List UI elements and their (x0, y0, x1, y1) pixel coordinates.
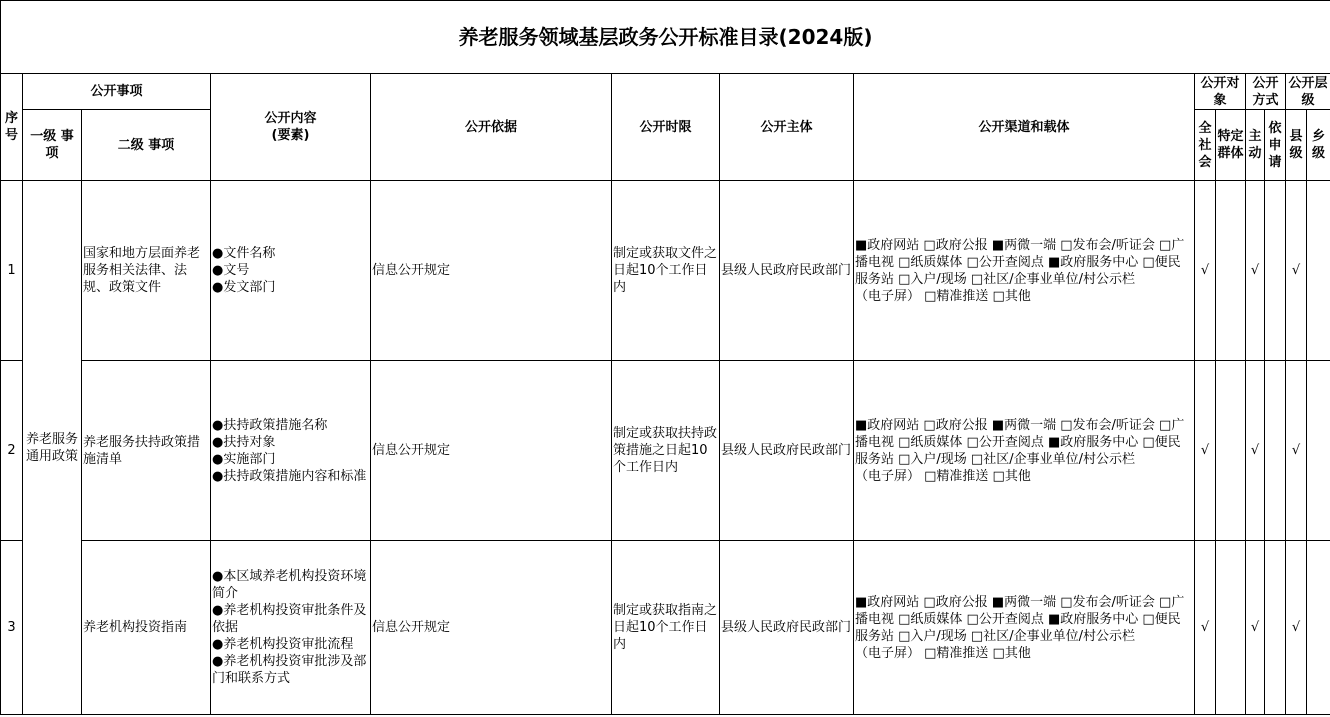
cell-content (211, 541, 371, 715)
cell-seq: 1 (1, 181, 23, 361)
cell-level-county: √ (1286, 181, 1307, 361)
cell-method-active: √ (1246, 181, 1265, 361)
cell-time-limit: 制定或获取指南之日起10个工作日内 (612, 541, 720, 715)
cell-object-all: √ (1195, 541, 1216, 715)
cell-level1: 养老服务通用政策 (23, 181, 82, 715)
cell-subject: 县级人民政府民政部门 (720, 541, 854, 715)
cell-level-township (1307, 361, 1330, 541)
header-time-limit: 公开时限 (612, 74, 720, 181)
header-method-active: 主动 (1246, 110, 1265, 181)
header-basis: 公开依据 (371, 74, 612, 181)
cell-channels (854, 361, 1195, 541)
cell-method-active: √ (1246, 361, 1265, 541)
header-method-group: 公开方式 (1246, 74, 1286, 110)
content-item: ●扶持政策措施名称 (212, 417, 328, 433)
content-item: ●养老机构投资审批流程 (212, 637, 354, 652)
cell-level-township (1307, 541, 1330, 715)
header-subject: 公开主体 (720, 74, 854, 181)
content-item: ●本区域养老机构投资环境简介 (212, 569, 367, 601)
header-level2: 二级 事项 (82, 110, 211, 181)
cell-method-apply (1265, 541, 1286, 715)
channels-line: （电子屏） □精准推送 □其他 (855, 468, 1031, 484)
cell-method-apply (1265, 361, 1286, 541)
cell-channels (854, 181, 1195, 361)
table-title: 养老服务领域基层政务公开标准目录(2024版) (1, 1, 1330, 74)
cell-method-active: √ (1246, 541, 1265, 715)
cell-content (211, 361, 371, 541)
cell-seq: 2 (1, 361, 23, 541)
cell-object-all: √ (1195, 361, 1216, 541)
header-channels: 公开渠道和载体 (854, 74, 1195, 181)
cell-object-specific (1216, 541, 1246, 715)
table-row (1, 361, 1330, 541)
cell-level-county: √ (1286, 541, 1307, 715)
cell-channels (854, 541, 1195, 715)
channels-line: ■政府网站 □政府公报 ■两微一端 □发布会/听证会 □广播电视 □纸质媒体 □公开查阅点 ■政府服务中心 □便民服务站 □入户/现场 □社区/企事业单位/村公示栏 (855, 417, 1185, 467)
header-level-township: 乡级 (1307, 110, 1330, 181)
channels-line: ■政府网站 □政府公报 ■两微一端 □发布会/听证会 □广播电视 □纸质媒体 □公开查阅点 ■政府服务中心 □便民服务站 □入户/现场 □社区/企事业单位/村公示栏 (855, 237, 1185, 287)
content-item: ●文件名称 (212, 246, 276, 261)
cell-level2: 养老服务扶持政策措施清单 (82, 361, 211, 541)
header-level-county: 县级 (1286, 110, 1307, 181)
cell-level-county: √ (1286, 361, 1307, 541)
channels-line: （电子屏） □精准推送 □其他 (855, 288, 1031, 304)
header-level1: 一级 事项 (23, 110, 82, 181)
content-item: ●扶持政策措施内容和标准 (212, 468, 367, 484)
header-content: 公开内容 (要素) (211, 74, 371, 181)
cell-level2: 养老机构投资指南 (82, 541, 211, 715)
header-level-group: 公开层级 (1286, 74, 1330, 110)
cell-time-limit: 制定或获取文件之日起10个工作日内 (612, 181, 720, 361)
cell-method-apply (1265, 181, 1286, 361)
content-item: ●养老机构投资审批涉及部门和联系方式 (212, 654, 367, 686)
header-object-group: 公开对象 (1195, 74, 1246, 110)
content-item: ●实施部门 (212, 451, 276, 467)
channels-line: （电子屏） □精准推送 □其他 (855, 645, 1031, 661)
header-matter-group: 公开事项 (23, 74, 211, 110)
table-row (1, 181, 1330, 361)
cell-basis: 信息公开规定 (371, 541, 612, 715)
channels-line: ■政府网站 □政府公报 ■两微一端 □发布会/听证会 □广播电视 □纸质媒体 □公开查阅点 ■政府服务中心 □便民服务站 □入户/现场 □社区/企事业单位/村公示栏 (855, 594, 1185, 644)
table-row (1, 541, 1330, 715)
header-object-all: 全社会 (1195, 110, 1216, 181)
header-object-specific: 特定群体 (1216, 110, 1246, 181)
cell-level-township (1307, 181, 1330, 361)
content-item: ●发文部门 (212, 280, 276, 295)
cell-subject: 县级人民政府民政部门 (720, 361, 854, 541)
cell-object-specific (1216, 361, 1246, 541)
cell-object-all: √ (1195, 181, 1216, 361)
cell-content (211, 181, 371, 361)
cell-object-specific (1216, 181, 1246, 361)
cell-basis: 信息公开规定 (371, 181, 612, 361)
cell-subject: 县级人民政府民政部门 (720, 181, 854, 361)
header-seq: 序号 (1, 74, 23, 181)
cell-seq: 3 (1, 541, 23, 715)
content-item: ●文号 (212, 263, 250, 278)
cell-level2: 国家和地方层面养老服务相关法律、法规、政策文件 (82, 181, 211, 361)
cell-time-limit: 制定或获取扶持政策措施之日起10个工作日内 (612, 361, 720, 541)
content-item: ●扶持对象 (212, 434, 276, 450)
cell-basis: 信息公开规定 (371, 361, 612, 541)
content-item: ●养老机构投资审批条件及依据 (212, 603, 367, 635)
header-method-apply: 依申请 (1265, 110, 1286, 181)
